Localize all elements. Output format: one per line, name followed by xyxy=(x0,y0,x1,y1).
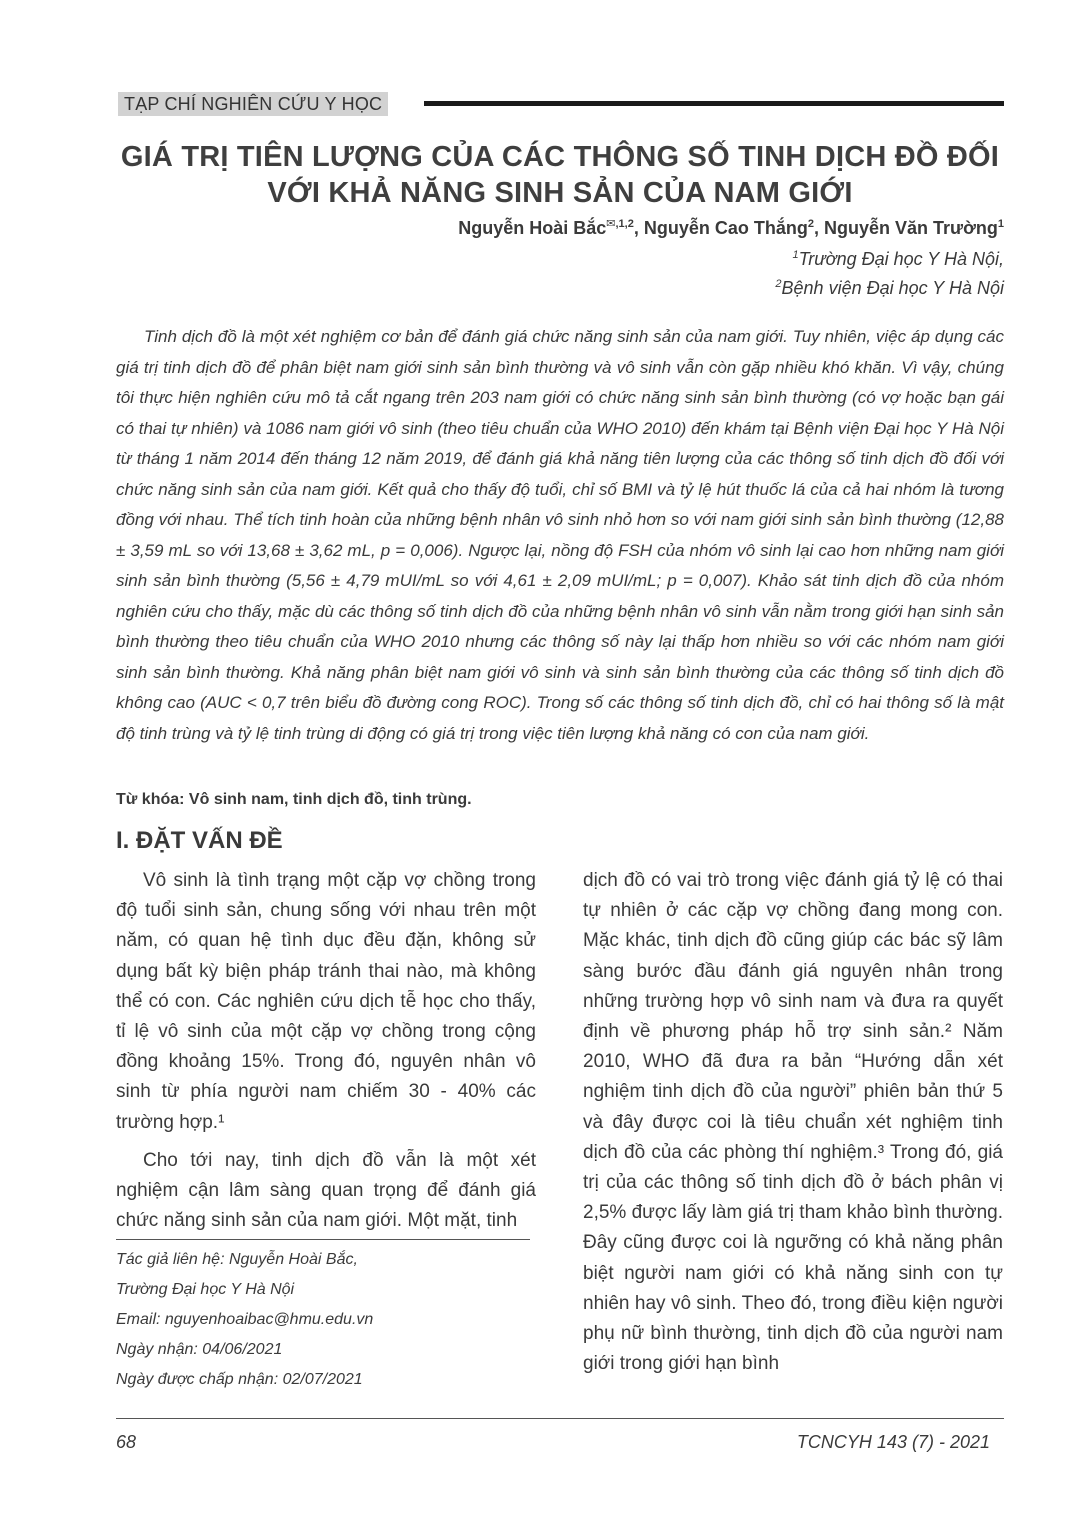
body-column-left xyxy=(116,866,536,1236)
header-rule xyxy=(424,101,1004,106)
body-paragraph: Vô sinh là tình trạng một cặp vợ chồng trong độ tuổi sinh sản, chung sống với nhau trên một năm, có quan hệ tình dục đều đặn, không sử dụng bất kỳ biện pháp tránh thai nào, mà không thể có con. Các nghiên cứu dịch tễ học cho thấy, tỉ lệ vô sinh của một cặp vợ chồng trong cộng đồng khoảng 15%. Trong đó, nguyên nhân vô sinh từ phía người nam chiếm 30 - 40% các trường hợp.¹ xyxy=(116,870,536,1133)
journal-header xyxy=(118,92,1004,116)
author-3-affil-marks: 1 xyxy=(997,218,1004,230)
author-3-name: Nguyễn Văn Trường xyxy=(824,218,998,238)
journal-reference: TCNCYH 143 (7) - 2021 xyxy=(796,1432,990,1452)
affiliation-2 xyxy=(775,271,1004,301)
affiliation-1-mark: 1 xyxy=(792,249,799,261)
author-list xyxy=(458,211,1004,241)
journal-name: TẠP CHÍ NGHIÊN CỨU Y HỌC xyxy=(118,92,388,116)
affiliation-1-text: Trường Đại học Y Hà Nội, xyxy=(798,249,1004,269)
body-paragraph: Cho tới nay, tinh dịch đồ vẫn là một xét nghiệm cận lâm sàng quan trọng để đánh giá chức năng sinh sản của nam giới. Một mặt, tinh xyxy=(116,1149,536,1232)
author-separator: , xyxy=(814,218,825,238)
affiliation-2-text: Bệnh viện Đại học Y Hà Nội xyxy=(781,278,1004,298)
abstract: Tinh dịch đồ là một xét nghiệm cơ bản để đánh giá chức năng sinh sản của nam giới. Tuy nhiên, việc áp dụng các giá trị tinh dịch đồ để phân biệt nam giới sinh sản bình thường và vô sinh vẫn còn gặp nhiều khó khăn. Vì vậy, chúng tôi thực hiện nghiên cứu mô tả cắt ngang trên 203 nam giới có chức năng sinh sản bình thường (có vợ hoặc bạn gái có thai tự nhiên) và 1086 nam giới vô sinh (theo tiêu chuẩn của WHO 2010) đến khám tại Bệnh viện Đại học Y Hà Nội từ tháng 1 năm 2014 đến tháng 12 năm 2019, để đánh giá khả năng tiên lượng của các thông số tinh dịch đồ đối với chức năng sinh sản của nam giới. Kết quả cho thấy độ tuổi, chỉ số BMI và tỷ lệ hút thuốc lá của cả hai nhóm là tương đồng với nhau. Thể tích tinh hoàn của những bệnh nhân vô sinh nhỏ hơn so với nam giới sinh sản bình thường (12,88 ± 3,59 mL so với 13,68 ± 3,62 mL, p = 0,006). Ngược lại, nồng độ FSH của nhóm vô sinh lại cao hơn những nam giới sinh sản bình thường (5,56 ± 4,79 mUI/mL so với 4,61 ± 2,09 mUI/mL; p = 0,007). Khảo sát tinh dịch đồ của nhóm nghiên cứu cho thấy, mặc dù các thông số tinh dịch đồ của những bệnh nhân vô sinh vẫn nằm trong giới hạn sinh sản bình thường theo tiêu chuẩn của WHO 2010 nhưng các thông số này lại thấp hơn nhiều so với các nhóm nam giới sinh sản bình thường. Khả năng phân biệt nam giới vô sinh và sinh sản bình thường của các thông số tinh dịch đồ không cao (AUC < 0,7 trên biểu đồ đường cong ROC). Trong số các thông số tinh dịch đồ, chỉ có hai thông số là mật độ tinh trùng và tỷ lệ tinh trùng di động có giá trị trong việc tiên lượng khả năng có con của nam giới. xyxy=(116,327,1004,743)
affiliation-2-mark: 2 xyxy=(775,278,782,290)
title-line-2: VỚI KHẢ NĂNG SINH SẢN CỦA NAM GIỚI xyxy=(267,177,853,209)
corresponding-author: Tác giả liên hệ: Nguyễn Hoài Bắc, xyxy=(116,1251,358,1268)
received-date: Ngày nhận: 04/06/2021 xyxy=(116,1341,283,1358)
affiliation-1 xyxy=(793,242,1005,272)
author-separator: , xyxy=(633,218,644,238)
corresponding-email: Email: nguyenhoaibac@hmu.edu.vn xyxy=(116,1311,374,1328)
title-line-1: GIÁ TRỊ TIÊN LƯỢNG CỦA CÁC THÔNG SỐ TINH DỊCH ĐỒ ĐỐI xyxy=(120,141,1000,173)
footer-divider xyxy=(116,1418,1004,1419)
footnote-divider xyxy=(116,1239,530,1240)
author-2-name: Nguyễn Cao Thắng xyxy=(643,218,808,238)
keywords: Từ khóa: Vô sinh nam, tinh dịch đồ, tinh trùng. xyxy=(116,791,472,808)
article-title xyxy=(100,139,1020,211)
author-1-name: Nguyễn Hoài Bắc xyxy=(458,218,607,238)
body-column-right xyxy=(583,866,1003,1379)
author-2-affil-marks: 2 xyxy=(807,218,814,230)
body-paragraph: dịch đồ có vai trò trong việc đánh giá tỷ lệ có thai tự nhiên ở các cặp vợ chồng đang mong con. Mặc khác, tinh dịch đồ cũng giúp các bác sỹ lâm sàng bước đầu đánh giá nguyên nhân trong những trường hợp vô sinh nam và đưa ra quyết định về phương pháp hỗ trợ sinh sản.² Năm 2010, WHO đã đưa ra bản “Hướng dẫn xét nghiệm tinh dịch đồ của người” phiên bản thứ 5 và đây được coi là tiêu chuẩn xét nghiệm tinh dịch đồ của các phòng thí nghiệm.³ Trong đó, giá trị của các thông số tinh dịch đồ ở bách phân vị 2,5% được lấy làm giá trị tham khảo bình thường. Đây cũng được coi là ngưỡng có khả năng phân biệt người nam giới có khả năng sinh con tự nhiên hay vô sinh. Theo đó, trong điều kiện người phụ nữ bình thường, tinh dịch đồ của người nam giới trong giới hạn bình xyxy=(583,870,1004,1375)
author-1-affil-marks: ✉,1,2 xyxy=(606,218,634,230)
correspondence-note xyxy=(116,1245,373,1395)
page-number: 68 xyxy=(116,1432,137,1452)
corresponding-institution: Trường Đại học Y Hà Nội xyxy=(116,1281,295,1298)
section-heading-introduction: I. ĐẶT VẤN ĐỀ xyxy=(116,827,283,854)
accepted-date: Ngày được chấp nhận: 02/07/2021 xyxy=(116,1371,363,1388)
